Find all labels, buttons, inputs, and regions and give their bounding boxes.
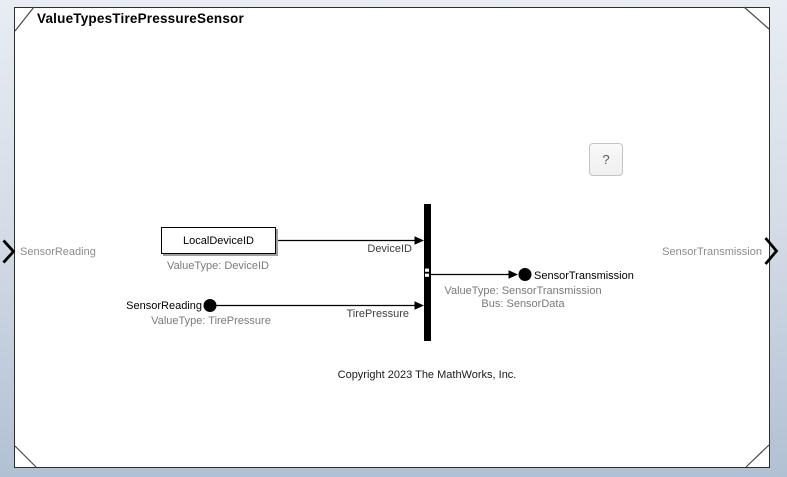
output-port-chevron-icon[interactable] (766, 238, 777, 264)
signal-label-tire-pressure[interactable]: TirePressure (346, 307, 409, 320)
inport-annotation: ValueType: TirePressure (151, 314, 271, 327)
inport-label[interactable]: SensorReading (126, 300, 202, 312)
corner-mark-top-left (15, 7, 34, 31)
bus-creator-block[interactable] (424, 204, 431, 341)
local-device-id-block[interactable] (161, 227, 276, 254)
arrowhead-icon (509, 270, 519, 278)
help-button[interactable]: ? (589, 143, 623, 176)
input-port-chevron-icon[interactable] (4, 241, 14, 263)
signal-label-device-id[interactable]: DeviceID (367, 242, 412, 255)
wire-sensor-transmission[interactable] (431, 268, 532, 281)
corner-mark-bottom-right (746, 445, 769, 467)
outport-annotation-value-type: ValueType: SensorTransmission (444, 285, 602, 297)
edge-input-port-label[interactable]: SensorReading (20, 245, 96, 258)
arrowhead-icon (415, 236, 425, 244)
corner-mark-bottom-left (15, 446, 36, 467)
outport-annotation-bus: Bus: SensorData (481, 297, 565, 310)
outport-label[interactable]: SensorTransmission (534, 269, 634, 282)
inport-dot-icon (204, 299, 217, 312)
outport-dot-icon (519, 268, 532, 281)
arrowhead-icon (415, 301, 425, 309)
local-device-id-annotation: ValueType: DeviceID (167, 260, 269, 272)
edge-output-port-label[interactable]: SensorTransmission (662, 245, 762, 258)
copyright-annotation: Copyright 2023 The MathWorks, Inc. (337, 369, 517, 381)
local-device-id-label: LocalDeviceID (183, 234, 254, 247)
subsystem-title: ValueTypesTirePressureSensor (37, 11, 244, 26)
corner-mark-top-right (744, 7, 769, 29)
